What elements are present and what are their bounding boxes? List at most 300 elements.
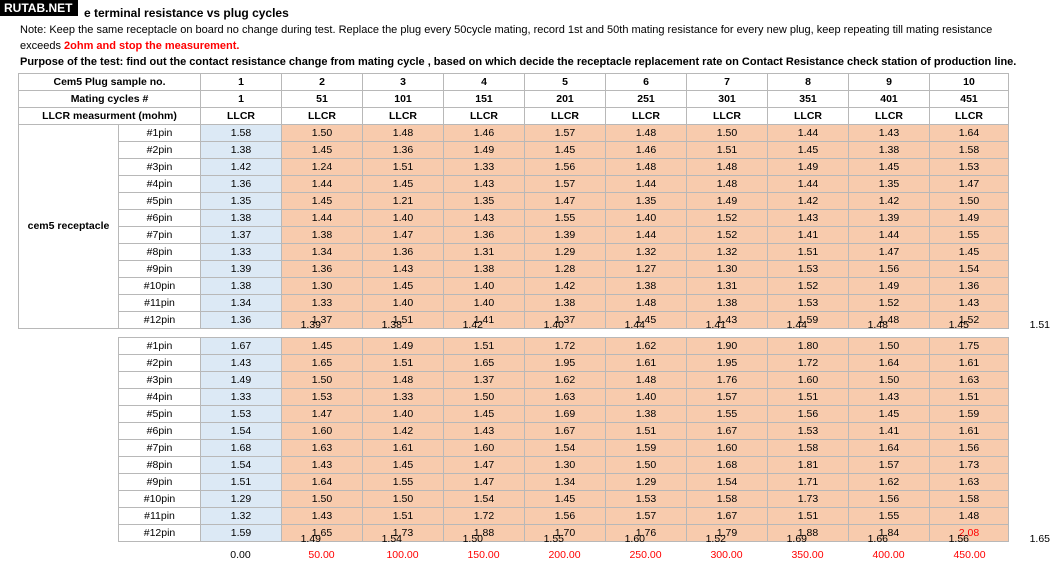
resistance-cell: 1.49 (849, 278, 930, 295)
mating-cycle-cell: 101 (363, 91, 444, 108)
resistance-cell: 1.57 (849, 457, 930, 474)
resistance-cell: 1.38 (201, 210, 282, 227)
resistance-cell: 1.79 (687, 525, 768, 542)
mating-cycle-label: Mating cycles # (19, 91, 201, 108)
resistance-cell: 1.42 (363, 423, 444, 440)
resistance-cell: 1.42 (525, 278, 606, 295)
resistance-cell: 1.54 (444, 491, 525, 508)
resistance-cell: 1.34 (525, 474, 606, 491)
resistance-cell: 1.42 (201, 159, 282, 176)
pin-label: #11pin (119, 295, 201, 312)
average-value: 1.65 (1029, 533, 1050, 545)
resistance-cell: 1.47 (930, 176, 1009, 193)
resistance-cell: 1.40 (363, 406, 444, 423)
resistance-cell: 1.48 (606, 159, 687, 176)
resistance-cell: 1.43 (363, 261, 444, 278)
pin-label: #2pin (119, 355, 201, 372)
resistance-cell: 1.53 (282, 389, 363, 406)
average-value: 1.44 (786, 319, 807, 331)
resistance-cell: 1.44 (849, 227, 930, 244)
llcr-header-cell: LLCR (687, 108, 768, 125)
pin-label: #1pin (119, 338, 201, 355)
resistance-cell: 1.60 (444, 440, 525, 457)
mating-cycle-cell: 1 (201, 91, 282, 108)
resistance-cell: 1.68 (687, 457, 768, 474)
resistance-cell: 1.28 (525, 261, 606, 278)
resistance-cell: 1.45 (282, 142, 363, 159)
average-value: 1.69 (786, 533, 807, 545)
llcr-header-cell: LLCR (606, 108, 687, 125)
resistance-cell: 1.57 (525, 125, 606, 142)
resistance-cell: 1.46 (444, 125, 525, 142)
resistance-cell: 1.45 (525, 142, 606, 159)
resistance-cell: 1.53 (768, 423, 849, 440)
resistance-cell: 1.52 (687, 227, 768, 244)
resistance-cell: 1.69 (525, 406, 606, 423)
resistance-cell: 1.84 (849, 525, 930, 542)
resistance-cell: 1.48 (849, 312, 930, 329)
table-row (19, 278, 1009, 295)
resistance-cell: 1.76 (606, 525, 687, 542)
table-row (19, 261, 1009, 278)
resistance-cell: 1.29 (606, 474, 687, 491)
sample-number-cell: 2 (282, 74, 363, 91)
resistance-cell: 1.51 (363, 508, 444, 525)
resistance-cell: 1.56 (930, 440, 1009, 457)
average-value: 1.45 (948, 319, 969, 331)
resistance-cell: 1.53 (768, 261, 849, 278)
resistance-cell: 1.88 (768, 525, 849, 542)
resistance-cell: 1.59 (768, 312, 849, 329)
resistance-cell: 1.73 (363, 525, 444, 542)
resistance-cell: 1.33 (201, 244, 282, 261)
pin-label: #9pin (119, 261, 201, 278)
resistance-table-2 (118, 337, 1009, 542)
resistance-cell: 1.62 (525, 372, 606, 389)
resistance-cell: 1.51 (768, 244, 849, 261)
resistance-cell: 1.45 (930, 244, 1009, 261)
resistance-cell: 1.31 (687, 278, 768, 295)
resistance-cell: 1.47 (363, 227, 444, 244)
resistance-cell: 1.35 (606, 193, 687, 210)
cycle-value: 50.00 (308, 549, 335, 561)
resistance-cell: 1.40 (606, 210, 687, 227)
average-value: 1.39 (300, 319, 321, 331)
resistance-cell: 1.37 (201, 227, 282, 244)
test-note (20, 22, 1010, 54)
site-logo: RUTAB.NET (0, 0, 78, 16)
resistance-cell: 1.61 (363, 440, 444, 457)
resistance-cell: 1.48 (606, 125, 687, 142)
table-row (19, 295, 1009, 312)
resistance-cell: 1.43 (930, 295, 1009, 312)
pin-label: #9pin (119, 474, 201, 491)
resistance-cell: 1.61 (930, 423, 1009, 440)
resistance-cell: 1.48 (363, 125, 444, 142)
resistance-cell: 1.54 (930, 261, 1009, 278)
resistance-cell: 1.90 (687, 338, 768, 355)
resistance-cell: 1.49 (768, 159, 849, 176)
resistance-cell: 1.51 (363, 159, 444, 176)
resistance-cell: 1.53 (201, 406, 282, 423)
resistance-cell: 1.56 (849, 491, 930, 508)
llcr-header-cell: LLCR (363, 108, 444, 125)
sample-number-cell: 10 (930, 74, 1009, 91)
resistance-cell: 1.49 (687, 193, 768, 210)
resistance-cell: 1.50 (849, 338, 930, 355)
resistance-cell: 1.41 (849, 423, 930, 440)
resistance-cell: 1.43 (282, 508, 363, 525)
resistance-cell: 1.48 (606, 372, 687, 389)
resistance-cell: 1.56 (849, 261, 930, 278)
sample-number-cell: 3 (363, 74, 444, 91)
resistance-cell: 1.40 (444, 278, 525, 295)
resistance-cell: 1.49 (363, 338, 444, 355)
resistance-cell: 1.45 (849, 406, 930, 423)
sheet-title: e terminal resistance vs plug cycles (84, 6, 289, 20)
resistance-cell: 1.57 (525, 176, 606, 193)
resistance-cell: 1.43 (444, 210, 525, 227)
table-row (19, 210, 1009, 227)
average-value: 1.51 (1029, 319, 1050, 331)
resistance-cell: 1.29 (525, 244, 606, 261)
table-row (19, 142, 1009, 159)
table-row (19, 176, 1009, 193)
resistance-cell: 1.45 (606, 312, 687, 329)
resistance-cell: 1.65 (444, 355, 525, 372)
cycle-value: 200.00 (548, 549, 581, 561)
resistance-cell: 1.38 (525, 295, 606, 312)
pin-label: #4pin (119, 389, 201, 406)
table-row (19, 125, 1009, 142)
resistance-cell: 1.36 (363, 142, 444, 159)
resistance-cell: 1.64 (849, 440, 930, 457)
resistance-cell: 1.43 (201, 355, 282, 372)
resistance-cell: 1.44 (282, 210, 363, 227)
resistance-cell: 1.43 (687, 312, 768, 329)
llcr-header-label: LLCR measurment (mohm) (19, 108, 201, 125)
resistance-cell: 1.61 (606, 355, 687, 372)
resistance-cell: 1.41 (444, 312, 525, 329)
resistance-cell: 1.44 (606, 227, 687, 244)
resistance-cell: 1.36 (930, 278, 1009, 295)
resistance-cell: 1.55 (930, 227, 1009, 244)
resistance-cell: 1.36 (201, 312, 282, 329)
resistance-cell: 1.21 (363, 193, 444, 210)
resistance-cell: 1.56 (525, 508, 606, 525)
resistance-cell: 1.43 (282, 457, 363, 474)
resistance-cell: 1.50 (363, 491, 444, 508)
resistance-cell: 1.95 (525, 355, 606, 372)
resistance-cell: 1.51 (444, 338, 525, 355)
resistance-cell: 1.59 (930, 406, 1009, 423)
sample-number-cell: 9 (849, 74, 930, 91)
resistance-cell: 1.48 (606, 295, 687, 312)
resistance-cell: 1.56 (768, 406, 849, 423)
resistance-cell: 1.43 (849, 125, 930, 142)
resistance-cell: 1.54 (201, 423, 282, 440)
resistance-cell: 1.45 (768, 142, 849, 159)
resistance-cell: 1.53 (930, 159, 1009, 176)
mating-cycle-cell: 351 (768, 91, 849, 108)
cycle-value: 350.00 (791, 549, 824, 561)
resistance-cell: 1.73 (930, 457, 1009, 474)
average-value: 1.50 (462, 533, 483, 545)
sample-number-row (19, 74, 1009, 91)
resistance-cell: 1.60 (282, 423, 363, 440)
resistance-cell: 1.45 (444, 406, 525, 423)
llcr-header-cell: LLCR (930, 108, 1009, 125)
resistance-cell: 1.30 (687, 261, 768, 278)
resistance-cell: 1.68 (201, 440, 282, 457)
pin-label: #5pin (119, 193, 201, 210)
resistance-cell: 1.46 (606, 142, 687, 159)
sample-number-cell: 8 (768, 74, 849, 91)
resistance-cell: 1.47 (525, 193, 606, 210)
receptacle-label: cem5 receptacle (19, 125, 119, 329)
resistance-cell: 1.55 (363, 474, 444, 491)
resistance-cell: 1.43 (768, 210, 849, 227)
resistance-cell: 1.64 (282, 474, 363, 491)
resistance-cell: 1.30 (525, 457, 606, 474)
average-value: 1.41 (705, 319, 726, 331)
resistance-cell: 1.43 (849, 389, 930, 406)
resistance-cell: 1.31 (444, 244, 525, 261)
resistance-cell: 1.43 (444, 176, 525, 193)
resistance-cell: 1.51 (687, 142, 768, 159)
resistance-cell: 1.49 (201, 372, 282, 389)
resistance-cell: 1.67 (687, 423, 768, 440)
resistance-cell: 1.48 (687, 159, 768, 176)
resistance-cell: 1.62 (606, 338, 687, 355)
test-purpose: Purpose of the test: find out the contact resistance change from mating cycle , based on which decide the receptacle replacement rate on Contact Resistance check station of production line. (20, 56, 1017, 68)
resistance-cell: 1.64 (930, 125, 1009, 142)
resistance-cell: 1.65 (282, 355, 363, 372)
note-limit: 2ohm and stop the measurement. (64, 40, 240, 52)
resistance-cell: 1.38 (687, 295, 768, 312)
note-text: Note: Keep the same receptacle on board no change during test. Replace the plug every 50cycle mating, record 1st and 50th mating resistance for every new plug, keep repeating till mating resistance exceeds (20, 24, 993, 52)
average-value: 1.60 (624, 533, 645, 545)
cycle-value: 300.00 (710, 549, 743, 561)
resistance-cell: 1.63 (930, 372, 1009, 389)
resistance-cell: 1.33 (201, 389, 282, 406)
cycle-value: 150.00 (467, 549, 500, 561)
resistance-cell: 1.50 (687, 125, 768, 142)
sample-number-cell: 6 (606, 74, 687, 91)
resistance-cell: 1.54 (201, 457, 282, 474)
resistance-cell: 1.76 (687, 372, 768, 389)
cycle-axis-row (200, 547, 1010, 563)
resistance-cell: 1.44 (768, 176, 849, 193)
resistance-cell: 1.33 (282, 295, 363, 312)
resistance-cell: 1.40 (363, 210, 444, 227)
pin-label: #8pin (119, 244, 201, 261)
average-row-1 (200, 317, 1050, 333)
resistance-cell: 1.27 (606, 261, 687, 278)
mating-cycle-cell: 451 (930, 91, 1009, 108)
resistance-cell: 1.35 (201, 193, 282, 210)
resistance-cell: 1.52 (930, 312, 1009, 329)
resistance-cell: 1.40 (606, 389, 687, 406)
llcr-header-cell: LLCR (201, 108, 282, 125)
llcr-header-row (19, 108, 1009, 125)
cycle-value: 0.00 (230, 549, 251, 561)
resistance-cell: 1.38 (201, 278, 282, 295)
resistance-cell: 1.75 (930, 338, 1009, 355)
resistance-cell: 1.50 (444, 389, 525, 406)
table-row (19, 227, 1009, 244)
resistance-cell: 1.45 (282, 338, 363, 355)
resistance-cell: 1.45 (363, 278, 444, 295)
pin-label: #12pin (119, 525, 201, 542)
resistance-cell: 1.33 (444, 159, 525, 176)
resistance-cell: 1.57 (606, 508, 687, 525)
sample-number-cell: 4 (444, 74, 525, 91)
sample-number-cell: 1 (201, 74, 282, 91)
pin-label: #3pin (119, 159, 201, 176)
resistance-cell: 1.33 (363, 389, 444, 406)
table-row (119, 508, 1009, 525)
resistance-table-1 (18, 73, 1009, 329)
resistance-cell: 1.43 (444, 423, 525, 440)
resistance-cell: 1.55 (849, 508, 930, 525)
cycle-value: 250.00 (629, 549, 662, 561)
resistance-cell: 1.58 (201, 125, 282, 142)
pin-label: #7pin (119, 440, 201, 457)
sample-number-cell: 5 (525, 74, 606, 91)
pin-label: #4pin (119, 176, 201, 193)
resistance-cell: 1.35 (849, 176, 930, 193)
resistance-cell: 1.50 (282, 125, 363, 142)
resistance-cell: 1.50 (282, 372, 363, 389)
average-value: 1.66 (867, 533, 888, 545)
resistance-cell: 1.63 (282, 440, 363, 457)
cycle-value: 400.00 (872, 549, 905, 561)
resistance-cell: 1.64 (849, 355, 930, 372)
resistance-cell: 1.58 (687, 491, 768, 508)
resistance-cell: 1.38 (606, 278, 687, 295)
resistance-cell: 1.55 (525, 210, 606, 227)
resistance-cell: 1.88 (444, 525, 525, 542)
resistance-cell: 1.80 (768, 338, 849, 355)
pin-label: #6pin (119, 210, 201, 227)
resistance-cell: 1.48 (687, 176, 768, 193)
resistance-cell: 1.71 (768, 474, 849, 491)
table-row (119, 355, 1009, 372)
mating-cycle-cell: 301 (687, 91, 768, 108)
resistance-cell: 1.50 (930, 193, 1009, 210)
llcr-header-cell: LLCR (282, 108, 363, 125)
pin-label: #1pin (119, 125, 201, 142)
table-row (119, 389, 1009, 406)
resistance-cell: 1.32 (201, 508, 282, 525)
resistance-cell: 1.47 (444, 474, 525, 491)
resistance-cell: 1.36 (282, 261, 363, 278)
sample-number-cell: 7 (687, 74, 768, 91)
table-row (119, 338, 1009, 355)
average-value: 1.54 (381, 533, 402, 545)
pin-label: #12pin (119, 312, 201, 329)
resistance-cell: 1.55 (687, 406, 768, 423)
mating-cycle-cell: 151 (444, 91, 525, 108)
resistance-cell: 1.54 (525, 440, 606, 457)
resistance-cell: 1.40 (444, 295, 525, 312)
resistance-cell: 1.49 (930, 210, 1009, 227)
mating-cycle-cell: 51 (282, 91, 363, 108)
resistance-cell: 1.81 (768, 457, 849, 474)
resistance-cell: 1.32 (687, 244, 768, 261)
resistance-cell: 1.34 (201, 295, 282, 312)
resistance-cell: 1.41 (768, 227, 849, 244)
resistance-cell: 1.51 (363, 312, 444, 329)
resistance-cell: 1.29 (201, 491, 282, 508)
resistance-cell: 1.45 (282, 193, 363, 210)
average-value: 1.55 (543, 533, 564, 545)
pin-label: #8pin (119, 457, 201, 474)
resistance-cell: 1.51 (930, 389, 1009, 406)
resistance-cell: 1.24 (282, 159, 363, 176)
resistance-cell: 1.50 (849, 372, 930, 389)
table-row (119, 491, 1009, 508)
resistance-cell: 1.61 (930, 355, 1009, 372)
resistance-cell: 1.39 (201, 261, 282, 278)
average-value: 1.38 (381, 319, 402, 331)
resistance-cell: 1.59 (201, 525, 282, 542)
resistance-cell: 1.54 (687, 474, 768, 491)
table-row (19, 244, 1009, 261)
mating-cycle-row (19, 91, 1009, 108)
resistance-cell: 1.52 (687, 210, 768, 227)
resistance-cell: 1.38 (444, 261, 525, 278)
average-value: 1.56 (948, 533, 969, 545)
resistance-cell: 1.51 (768, 389, 849, 406)
resistance-cell: 1.53 (768, 295, 849, 312)
resistance-cell: 1.53 (606, 491, 687, 508)
resistance-cell: 1.51 (363, 355, 444, 372)
resistance-cell: 1.67 (687, 508, 768, 525)
resistance-cell: 1.40 (363, 295, 444, 312)
table-row (119, 406, 1009, 423)
resistance-cell: 1.30 (282, 278, 363, 295)
resistance-cell: 1.73 (768, 491, 849, 508)
resistance-cell: 1.57 (687, 389, 768, 406)
resistance-cell: 1.44 (768, 125, 849, 142)
resistance-cell: 1.51 (768, 508, 849, 525)
resistance-cell: 1.36 (201, 176, 282, 193)
resistance-cell: 1.38 (606, 406, 687, 423)
resistance-cell: 1.59 (606, 440, 687, 457)
resistance-cell: 1.44 (606, 176, 687, 193)
resistance-cell: 1.65 (282, 525, 363, 542)
mating-cycle-cell: 401 (849, 91, 930, 108)
resistance-cell: 1.50 (606, 457, 687, 474)
resistance-cell: 1.45 (849, 159, 930, 176)
average-value: 1.48 (867, 319, 888, 331)
table-row (19, 193, 1009, 210)
pin-label: #3pin (119, 372, 201, 389)
table-row (119, 372, 1009, 389)
resistance-cell: 1.47 (849, 244, 930, 261)
llcr-header-cell: LLCR (444, 108, 525, 125)
resistance-cell: 1.50 (282, 491, 363, 508)
resistance-cell: 1.45 (525, 491, 606, 508)
resistance-cell: 1.58 (930, 142, 1009, 159)
resistance-cell: 1.56 (525, 159, 606, 176)
resistance-cell: 1.38 (849, 142, 930, 159)
table-row (119, 423, 1009, 440)
resistance-cell: 1.48 (363, 372, 444, 389)
resistance-cell: 1.52 (768, 278, 849, 295)
